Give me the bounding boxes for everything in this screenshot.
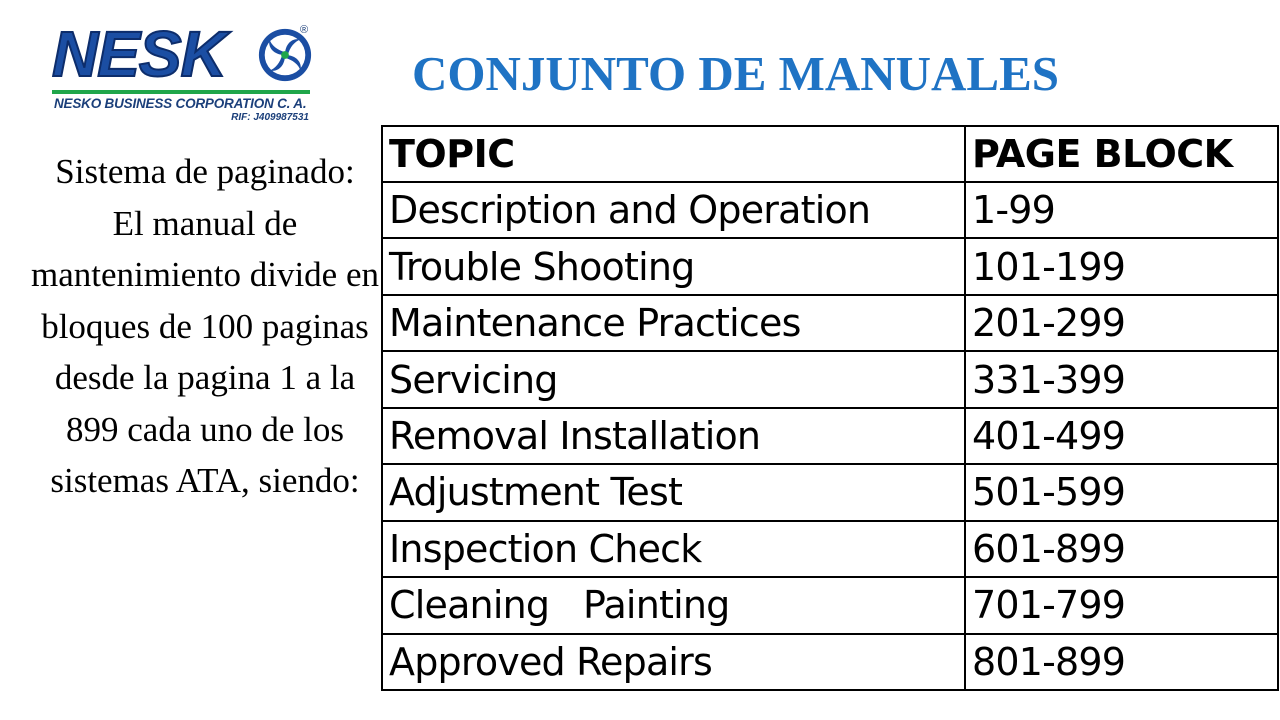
header-topic: TOPIC	[382, 126, 965, 182]
table-row	[382, 238, 1278, 294]
table-row	[382, 295, 1278, 351]
page-block-cell: 501-599	[965, 464, 1278, 520]
company-logo	[52, 18, 317, 124]
page-block-cell: 331-399	[965, 351, 1278, 407]
page-block-cell: 701-799	[965, 577, 1278, 633]
table-row	[382, 182, 1278, 238]
table-row	[382, 634, 1278, 691]
table-row	[382, 521, 1278, 577]
page-block-cell: 1-99	[965, 182, 1278, 238]
topic-cell: Maintenance Practices	[382, 295, 965, 351]
table-row	[382, 577, 1278, 633]
page-block-cell: 101-199	[965, 238, 1278, 294]
topic-cell: Approved Repairs	[382, 634, 965, 691]
page-block-cell: 201-299	[965, 295, 1278, 351]
topic-cell: Description and Operation	[382, 182, 965, 238]
page-block-cell: 801-899	[965, 634, 1278, 691]
table-row	[382, 408, 1278, 464]
logo-rif: RIF: J409987531	[231, 112, 309, 123]
page-block-table	[381, 125, 1279, 691]
table-row	[382, 351, 1278, 407]
table-row	[382, 464, 1278, 520]
page-block-cell: 601-899	[965, 521, 1278, 577]
topic-cell: Adjustment Test	[382, 464, 965, 520]
table-header-row	[382, 126, 1278, 182]
logo-company-name: NESKO BUSINESS CORPORATION C. A.	[54, 96, 307, 111]
paging-body: El manual de mantenimiento divide en bloques de 100 paginas desde la pagina 1 a la 899 cada uno de los sistemas ATA, siendo:	[31, 203, 379, 500]
logo-accent-bar	[52, 90, 310, 94]
topic-cell: Inspection Check	[382, 521, 965, 577]
registered-mark: ®	[300, 24, 309, 36]
paging-heading: Sistema de paginado:	[55, 152, 355, 191]
logo-wordmark: NESK	[52, 18, 226, 90]
page-block-cell: 401-499	[965, 408, 1278, 464]
page-title: CONJUNTO DE MANUALES	[412, 46, 1060, 101]
paging-description	[30, 146, 380, 507]
topic-cell: Trouble Shooting	[382, 238, 965, 294]
topic-cell: Removal Installation	[382, 408, 965, 464]
topic-cell: Servicing	[382, 351, 965, 407]
header-page-block: PAGE BLOCK	[965, 126, 1278, 182]
topic-cell: Cleaning Painting	[382, 577, 965, 633]
